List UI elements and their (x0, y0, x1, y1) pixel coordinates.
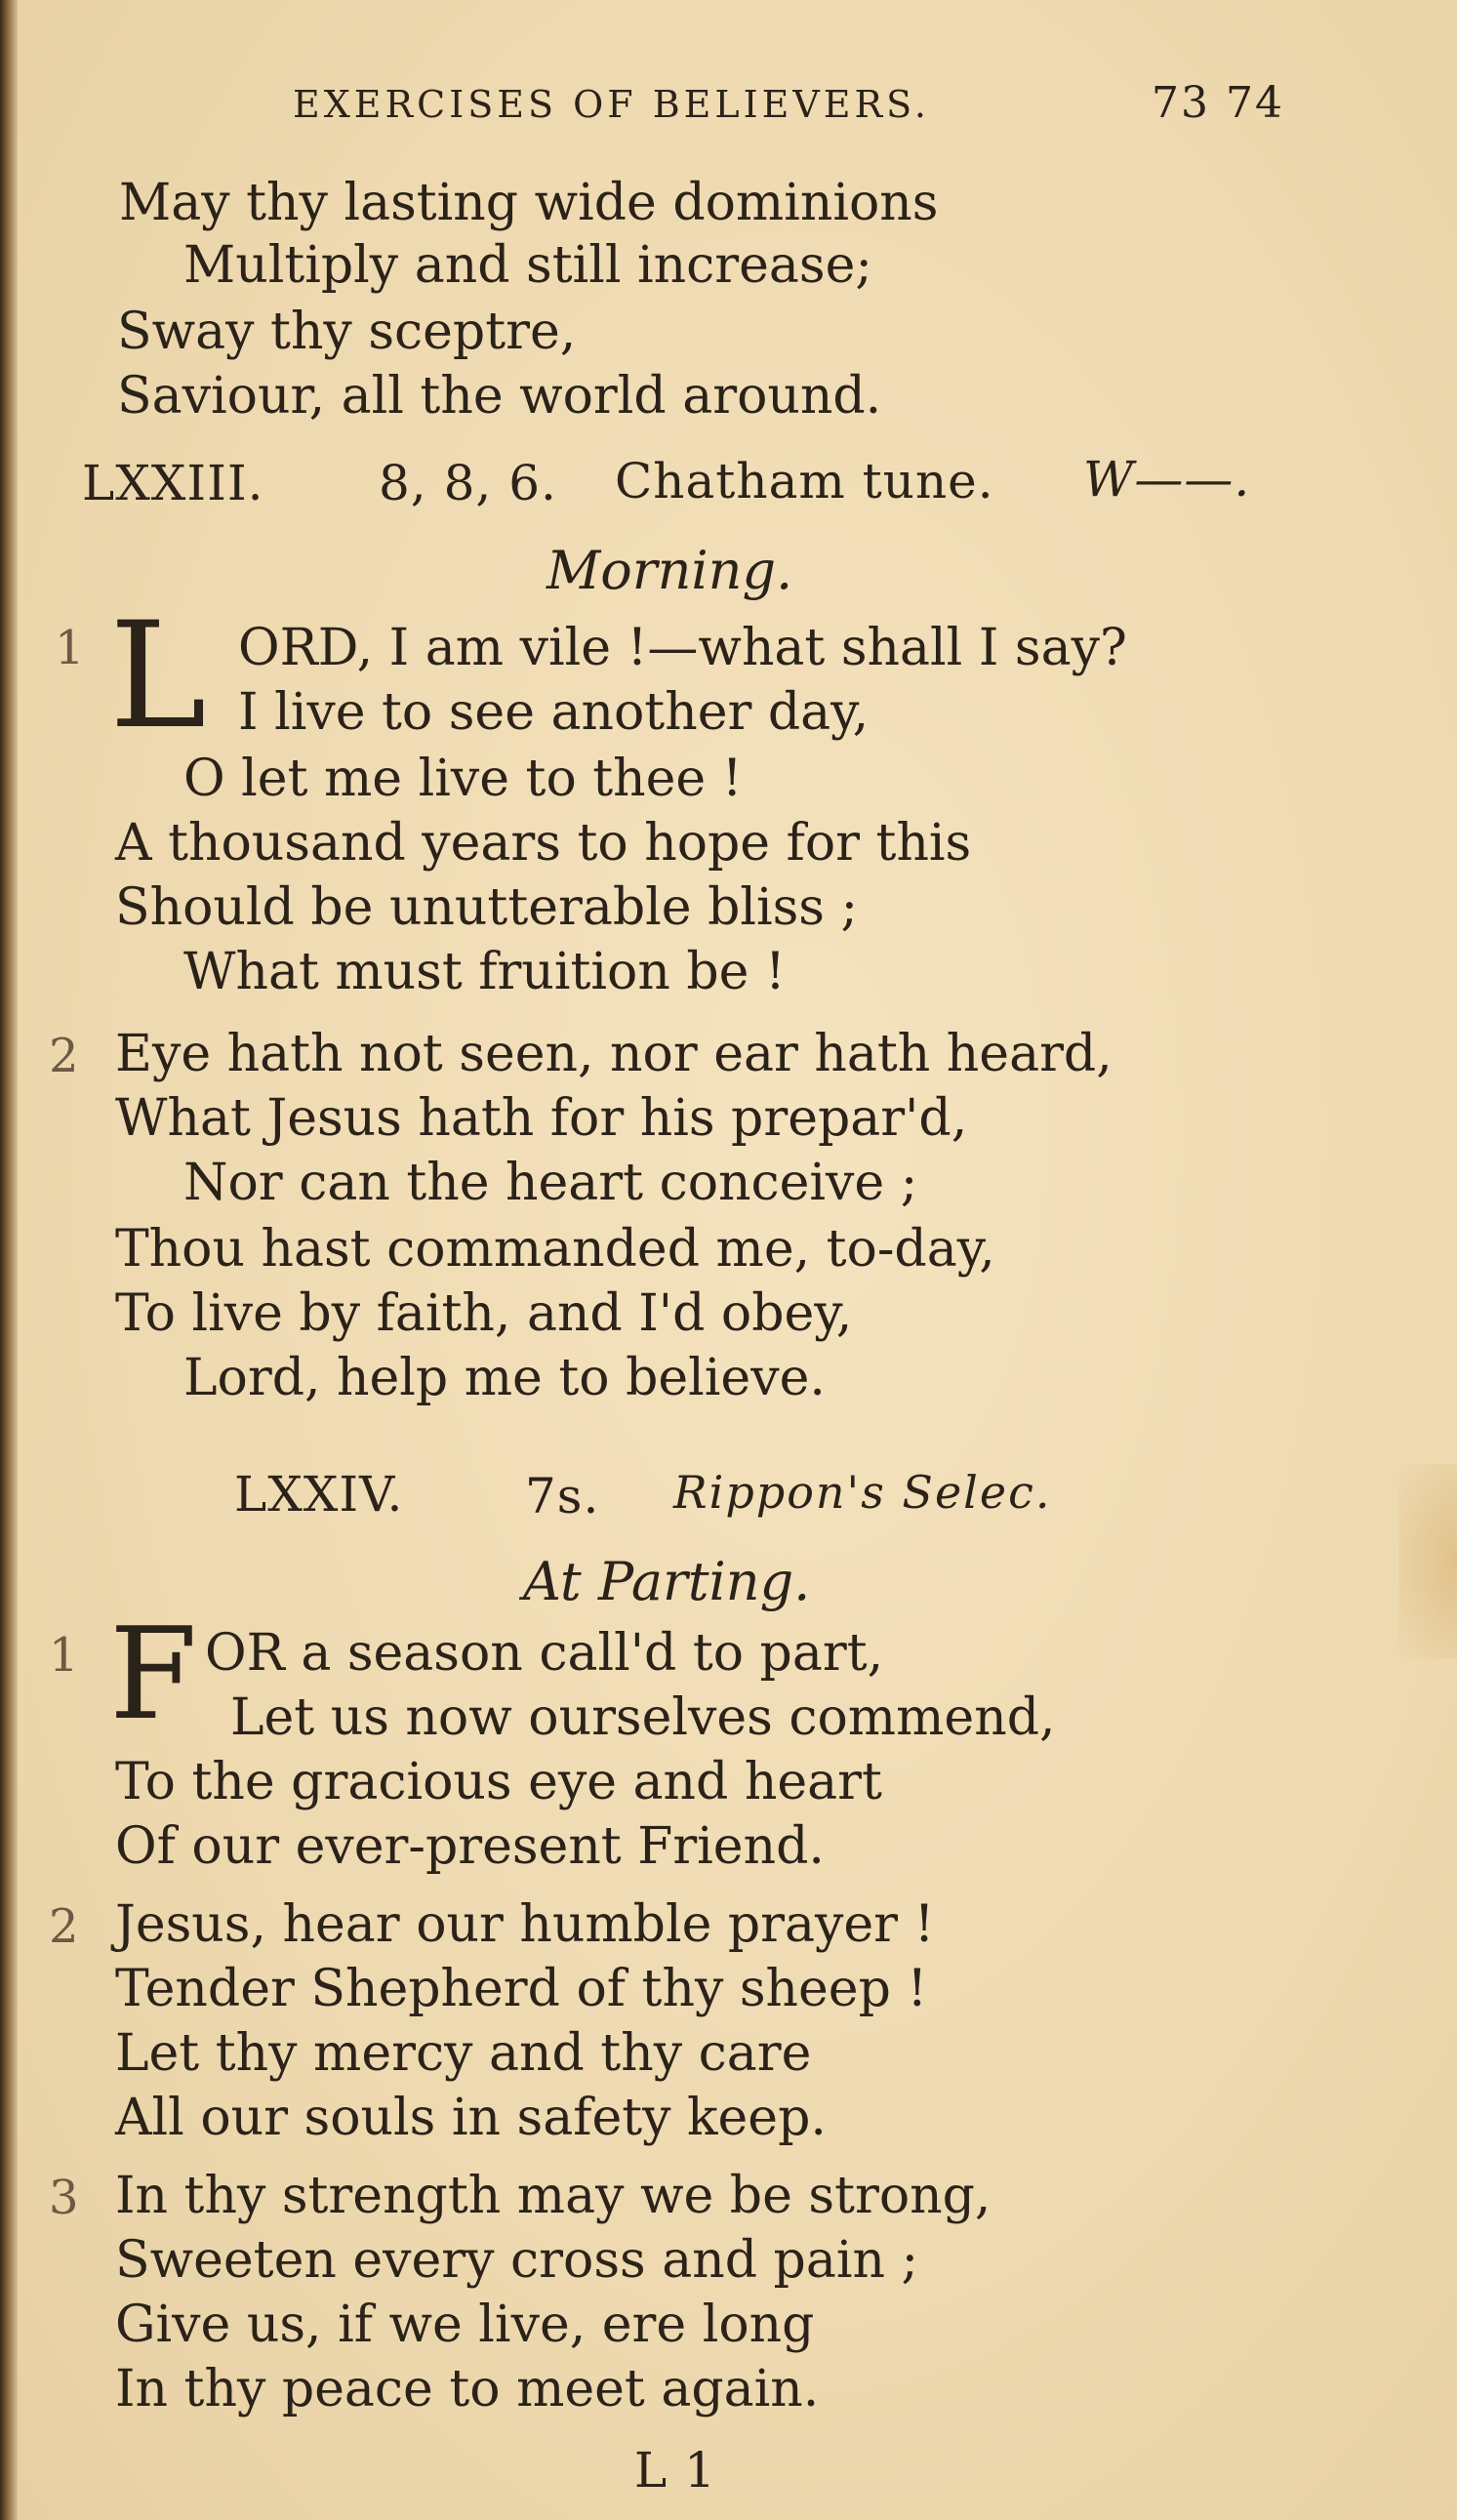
hymn-73-meter: 8, 8, 6. (379, 455, 557, 511)
hymn-74-v2-line-4: All our souls in safety keep. (115, 2089, 827, 2147)
hymn-73-v2-line-1: Eye hath not seen, nor ear hath heard, (115, 1025, 1113, 1083)
paper-stain (1398, 1464, 1457, 1659)
hymn-73-verse-2-number: 2 (49, 1029, 79, 1083)
hymn-73-v2-line-3: Nor can the heart conceive ; (183, 1154, 918, 1212)
prev-line-4: Saviour, all the world around. (117, 367, 882, 426)
hymn-73-v1-line-4: A thousand years to hope for this (115, 814, 972, 873)
hymn-74-dropcap: F (109, 1600, 198, 1748)
hymn-73-number: LXXIII. (82, 455, 264, 511)
hymn-74-v3-line-4: In thy peace to meet again. (115, 2360, 820, 2418)
hymn-74-v2-line-1: Jesus, hear our humble prayer ! (115, 1895, 935, 1954)
hymn-73-v2-line-6: Lord, help me to believe. (183, 1349, 826, 1407)
hymn-73-v1-line-6: What must fruition be ! (183, 943, 786, 1001)
hymn-74-tune: Rippon's Selec. (673, 1466, 1052, 1519)
hymn-73-v2-line-2: What Jesus hath for his prepar'd, (115, 1089, 968, 1148)
hymn-74-subject: At Parting. (523, 1551, 811, 1612)
hymn-73-v1-line-3: O let me live to thee ! (183, 750, 743, 808)
hymn-73-v1-line-2: I live to see another day, (238, 683, 870, 742)
prev-line-1: May thy lasting wide dominions (119, 174, 939, 232)
hymn-74-v3-line-1: In thy strength may we be strong, (115, 2167, 992, 2225)
hymn-74-v3-line-3: Give us, if we live, ere long (115, 2296, 815, 2354)
hymn-73-v2-line-5: To live by faith, and I'd obey, (115, 1284, 853, 1343)
hymn-74-verse-3-number: 3 (49, 2171, 79, 2225)
hymn-74-number: LXXIV. (234, 1466, 404, 1523)
hymn-73-dropcap: L (109, 591, 207, 761)
prev-line-3: Sway thy sceptre, (117, 303, 577, 361)
prev-line-2: Multiply and still increase; (183, 236, 872, 295)
signature-mark: L 1 (634, 2442, 716, 2499)
hymn-74-meter: 7s. (525, 1468, 600, 1524)
hymn-74-v3-line-2: Sweeten every cross and pain ; (115, 2231, 919, 2290)
hymn-74-v1-line-2: Let us now ourselves commend, (230, 1688, 1056, 1747)
hymn-74-v1-line-3: To the gracious eye and heart (115, 1753, 882, 1811)
hymn-74-verse-1-number: 1 (49, 1628, 79, 1683)
hymn-74-v2-line-2: Tender Shepherd of thy sheep ! (115, 1960, 928, 2018)
hymn-73-author: W——. (1083, 451, 1251, 508)
hymn-74-v1-line-1: OR a season call'd to part, (205, 1624, 884, 1683)
book-spine-edge (0, 0, 18, 2520)
hymn-73-v1-line-1: ORD, I am vile !—what shall I say? (238, 619, 1127, 677)
page-numbers: 73 74 (1152, 78, 1284, 128)
hymn-74-v2-line-3: Let thy mercy and thy care (115, 2024, 812, 2083)
hymn-73-v1-line-5: Should be unutterable bliss ; (115, 878, 859, 937)
hymn-73-v2-line-4: Thou hast commanded me, to-day, (115, 1220, 995, 1279)
hymn-74-verse-2-number: 2 (49, 1899, 79, 1954)
hymn-73-verse-1-number: 1 (55, 621, 85, 675)
hymn-74-v1-line-4: Of our ever-present Friend. (115, 1817, 825, 1876)
hymn-73-subject: Morning. (546, 540, 793, 601)
running-title: EXERCISES OF BELIEVERS. (293, 83, 930, 126)
hymn-73-tune: Chatham tune. (615, 453, 994, 509)
